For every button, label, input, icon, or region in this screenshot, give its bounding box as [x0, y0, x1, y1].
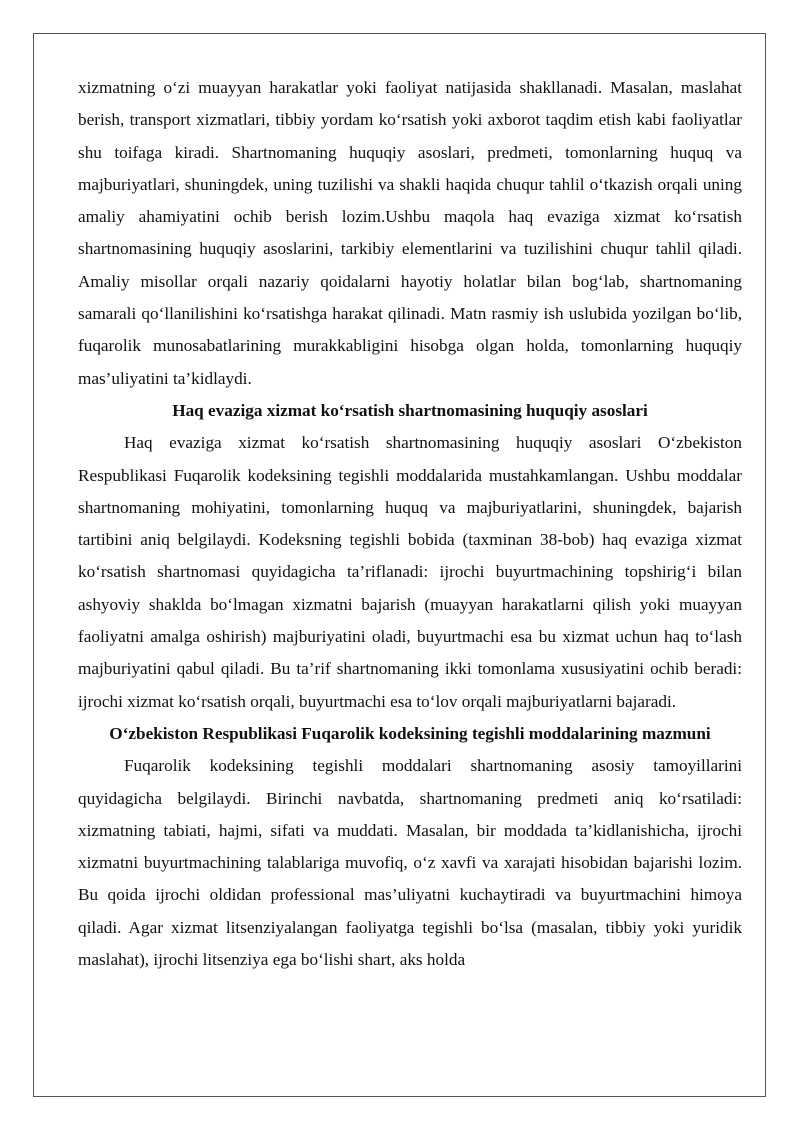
civil-code-paragraph: Fuqarolik kodeksining tegishli moddalari shartnomaning asosiy tamoyillarini quyidagicha belgilaydi. Birinchi navbatda, shartnomaning predmeti aniq ko‘rsatiladi: xizmatning tabiati, hajmi, sifati va muddati. Masalan, bir moddada ta’kidlanishicha, ijrochi xizmatni buyurtmachining talablariga muvofiq, o‘z xavfi va xarajati hisobidan bajarishi lozim. Bu qoida ijrochi oldidan professional mas’uliyatni kuchaytiradi va buyurtmachini himoya qiladi. Agar xizmat litsenziyalangan faoliyatga tegishli bo‘lsa (masalan, tibbiy yoki yuridik maslahat), ijrochi litsenziya ega bo‘lishi shart, aks holda: [78, 756, 742, 970]
section-heading-civil-code: O‘zbekiston Respublikasi Fuqarolik kodeksining tegishli moddalarining mazmuni: [109, 723, 711, 743]
legal-basis-paragraph: Haq evaziga xizmat ko‘rsatish shartnomasining huquqiy asoslari O‘zbekiston Respublikasi Fuqarolik kodeksining tegishli moddalarida mustahkamlangan. Ushbu moddalar shartnomaning mohiyatini, tomonlarning huquq va majburiyatlarini, shuningdek, bajarish tartibini aniq belgilaydi. Kodeksning tegishli bobida (taxminan 38-bob) haq evaziga xizmat ko‘rsatish shartnomasi quyidagicha ta’riflanadi: ijrochi buyurtmachining topshirig‘i bilan ashyoviy shaklda bo‘lmagan xizmatni bajarish (muayyan harakatlarni qilish yoki muayyan faoliyatni amalga oshirish) majburiyatini oladi, buyurtmachi esa bu xizmat uchun haq to‘lash majburiyatini qabul qiladi. Bu ta’rif shartnomaning ikki tomonlama xususiyatini ochib beradi: ijrochi xizmat ko‘rsatish orqali, buyurtmachi esa to‘lov orqali majburiyatlarni bajaradi.: [78, 433, 742, 711]
intro-paragraph: xizmatning o‘zi muayyan harakatlar yoki faoliyat natijasida shakllanadi. Masalan, maslahat berish, transport xizmatlari, tibbiy yordam ko‘rsatish yoki axborot taqdim etish kabi faoliyatlar shu toifaga kiradi. Shartnomaning huquqiy asoslari, predmeti, tomonlarning huquq va majburiyatlari, shuningdek, uning tuzilishi va shakli haqida chuqur tahlil o‘tkazish orqali uning amaliy ahamiyatini ochib berish lozim.Ushbu maqola haq evaziga xizmat ko‘rsatish shartnomasining huquqiy asoslarini, tarkibiy elementlarini va tuzilishini chuqur tahlil qiladi. Amaliy misollar orqali nazariy qoidalarni hayotiy holatlar bilan bog‘lab, shartnomaning samarali qo‘llanilishini ko‘rsatishga harakat qilinadi. Matn rasmiy ish uslubida yozilgan bo‘lib, fuqarolik munosabatlarining murakkabligini hisobga olgan holda, tomonlarning huquqiy mas’uliyatini ta’kidlaydi.: [78, 78, 742, 388]
document-body: [78, 72, 742, 976]
section-heading-legal-basis: Haq evaziga xizmat ko‘rsatish shartnomasining huquqiy asoslari: [172, 400, 648, 420]
